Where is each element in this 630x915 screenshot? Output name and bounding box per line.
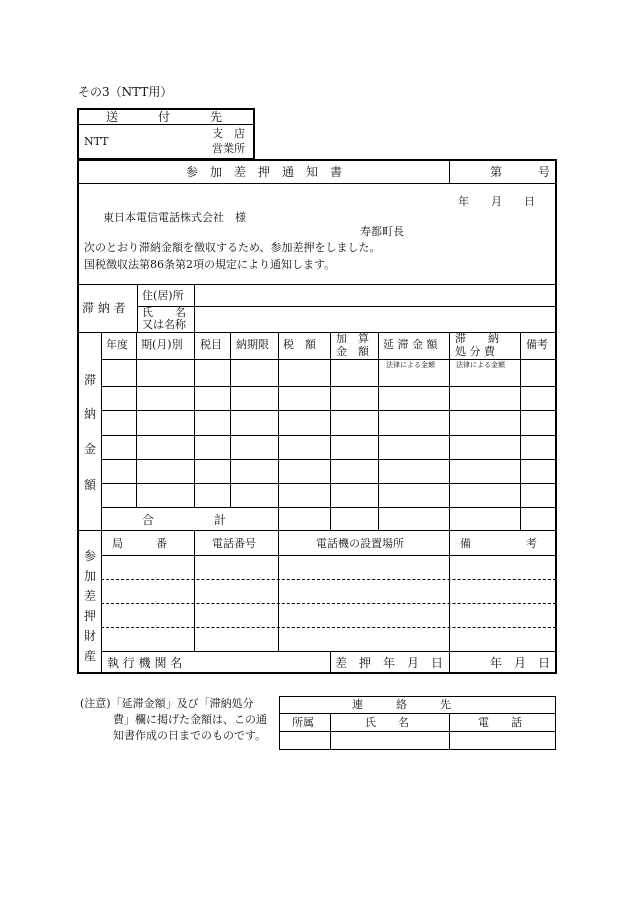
property-vlabel-5: 財: [84, 629, 97, 643]
taxpayer-address-label: 住(居)所: [142, 289, 184, 302]
contact-dept-label: 所属: [292, 716, 314, 729]
notice-title: 参 加 差 押 通 知 書: [186, 165, 343, 179]
property-vlabel-1: 参: [84, 549, 97, 563]
property-vlabel-2: 加: [84, 569, 97, 583]
amounts-vlabel-4: 額: [84, 478, 97, 492]
send-to-branch: 支 店: [212, 127, 245, 140]
header-disposal-top: 滞 納: [455, 332, 499, 345]
total-label: 合 計: [142, 513, 227, 527]
notice-date: 年 月 日: [458, 195, 535, 208]
property-header-phone: 電話番号: [212, 537, 256, 550]
property-header-remarks: 備 考: [460, 537, 537, 550]
seizure-date-value: 年 月 日: [490, 656, 551, 670]
taxpayer-label: 滞 納 者: [82, 301, 126, 315]
notice-issuer: 寿都町長: [360, 225, 404, 238]
header-tax-item: 税目: [200, 338, 222, 351]
header-surcharge-bottom: 金 額: [336, 345, 369, 358]
header-tax-amount: 税 額: [283, 338, 316, 351]
notice-body-line1: 次のとおり滞納金額を徴収するため、参加差押をしました。: [84, 241, 381, 254]
amounts-vlabel-3: 金: [84, 442, 97, 456]
legal-note-disposal: 法律による金額: [456, 361, 505, 369]
property-vlabel-6: 産: [84, 649, 97, 663]
header-disposal-bottom: 処 分 費: [455, 345, 495, 358]
send-to-org: NTT: [84, 135, 109, 148]
header-late-fee: 延 滞 金 額: [383, 338, 438, 351]
footer-note-line2: 費」欄に掲げた金額は、この通: [113, 713, 267, 726]
amounts-vlabel-2: 納: [84, 407, 97, 421]
property-header-station: 局 番: [112, 537, 167, 550]
form-label: その3（NTT用）: [78, 85, 173, 99]
header-surcharge-top: 加 算: [336, 332, 369, 345]
send-to-office: 営業所: [212, 142, 245, 155]
taxpayer-name-label-2: 又は名称: [142, 318, 186, 331]
property-vlabel-4: 押: [84, 609, 97, 623]
taxpayer-name-label: 氏 名: [142, 306, 186, 319]
header-remarks: 備考: [526, 338, 548, 351]
contact-name-label: 氏 名: [365, 716, 409, 729]
header-due-date: 納期限: [236, 338, 269, 351]
notice-form: [77, 159, 557, 674]
header-period: 期(月)別: [141, 338, 183, 351]
amounts-vlabel-1: 滞: [84, 373, 97, 387]
notice-number: 第 号: [490, 165, 551, 179]
header-year: 年度: [106, 338, 128, 351]
property-header-location: 電話機の設置場所: [316, 537, 404, 550]
footer-note-line1: (注意)「延滞金額」及び「滞納処分: [80, 697, 254, 710]
notice-addressee: 東日本電信電話株式会社 様: [103, 211, 246, 224]
property-vlabel-3: 差: [84, 589, 97, 603]
contact-title: 連 絡 先: [352, 698, 451, 711]
executing-agency-label: 執 行 機 関 名: [107, 656, 183, 670]
contact-phone-label: 電 話: [478, 716, 522, 729]
notice-body-line2: 国税徴収法第86条第2項の規定により通知します。: [84, 258, 336, 271]
send-to-title: 送 付 先: [106, 110, 224, 124]
footer-note-line3: 知書作成の日までのものです。: [113, 729, 267, 742]
seizure-date-label: 差 押 年 月 日: [335, 656, 444, 670]
legal-note-late-fee: 法律による金額: [386, 361, 435, 369]
